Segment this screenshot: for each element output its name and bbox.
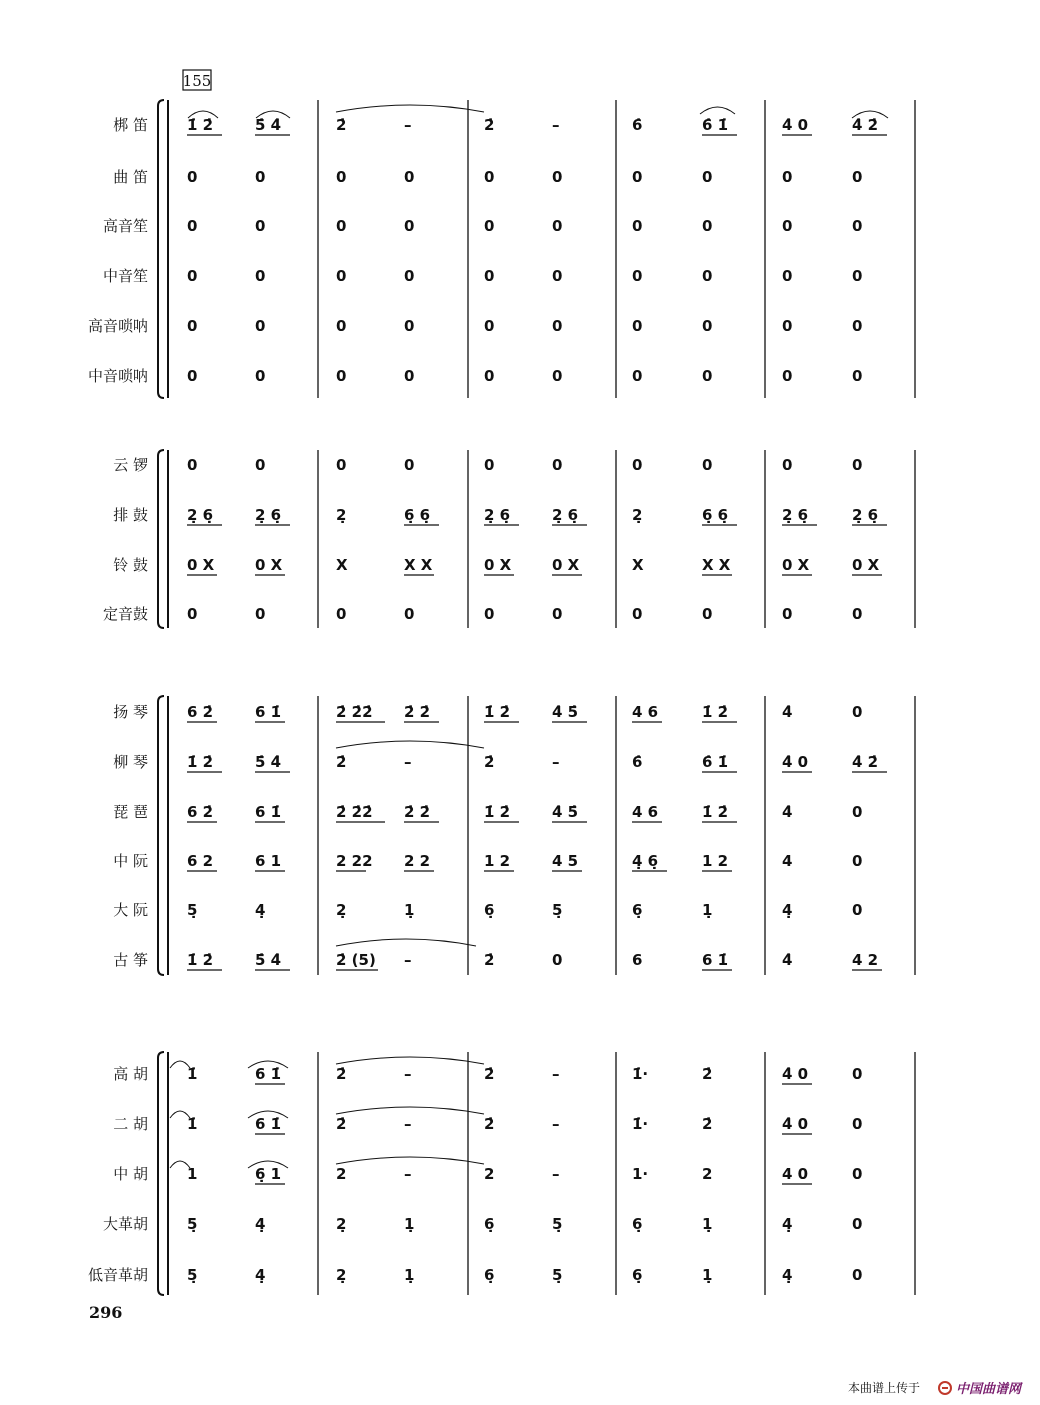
note: 4 6 <box>632 703 659 721</box>
note: 4̣ <box>782 1215 793 1233</box>
note: 2̇ 2̇ <box>404 803 431 821</box>
note: 2̇ <box>484 1115 495 1133</box>
note: X X <box>702 556 731 574</box>
note: – <box>404 1165 412 1183</box>
note: 0 <box>782 267 793 285</box>
note: 5̣ <box>552 901 563 919</box>
note: 0 <box>702 367 713 385</box>
note: 0 <box>404 267 415 285</box>
note: 6̣ <box>632 1215 643 1233</box>
note: 6 1̇ <box>255 1115 282 1133</box>
note: 2 22 <box>336 852 373 870</box>
note: 1̣ <box>404 1215 415 1233</box>
note: 6̣ <box>632 901 643 919</box>
note: 2̇ <box>702 1065 713 1083</box>
group-bracket <box>158 696 164 975</box>
instrument-name: 排 鼓 <box>113 506 148 524</box>
note: 1̇· <box>632 1065 649 1083</box>
note: 0 <box>484 367 495 385</box>
note: 6̣ 6̣ <box>702 506 729 524</box>
note: – <box>552 753 560 771</box>
note: 0 <box>632 168 643 186</box>
note: 0 <box>336 317 347 335</box>
note: 0 <box>404 217 415 235</box>
note: 0 <box>782 367 793 385</box>
note: X <box>632 556 644 574</box>
note: 0 <box>852 1165 863 1183</box>
instrument-name: 低音革胡 <box>87 1266 148 1284</box>
note: 4̇ 0 <box>782 1065 809 1083</box>
note: 6̣ <box>484 1266 495 1284</box>
note: 4̇ 0 <box>782 753 809 771</box>
note: 0 <box>187 605 198 623</box>
note: 1 2 <box>484 852 511 870</box>
slur <box>336 105 484 112</box>
note: 0 <box>782 605 793 623</box>
instrument-name: 定音鼓 <box>102 605 148 623</box>
note: 0 <box>552 317 563 335</box>
note: 4 5 <box>552 852 579 870</box>
note: 1· <box>632 1165 649 1183</box>
note: 6̣ <box>632 1266 643 1284</box>
note: 0 <box>552 267 563 285</box>
instrument-name: 中 阮 <box>113 852 148 870</box>
note: 0 X <box>187 556 215 574</box>
note: 0 <box>336 605 347 623</box>
note: 4̇ 5̇ <box>552 803 579 821</box>
note: 0 <box>852 267 863 285</box>
note: 2̇ <box>336 1065 347 1083</box>
note: 0 <box>255 317 266 335</box>
note: 0 X <box>552 556 580 574</box>
note: 0 <box>782 217 793 235</box>
note: 0 <box>702 217 713 235</box>
note: 6̣ <box>484 1215 495 1233</box>
note: 6̣ 1 <box>255 1165 282 1183</box>
note: – <box>404 116 412 134</box>
slur <box>700 107 735 114</box>
note: 2 2 <box>404 852 431 870</box>
note: 1̇ <box>187 1115 198 1133</box>
note: 2̇ <box>484 951 495 969</box>
note: 2̇ <box>336 116 347 134</box>
note: – <box>552 1115 560 1133</box>
note: 2̣ 6̣ <box>255 506 282 524</box>
instrument-name: 古 筝 <box>113 951 148 969</box>
note: 0 <box>632 605 643 623</box>
note: 0 <box>852 852 863 870</box>
note: 4̇ <box>782 951 793 969</box>
note: 0 <box>852 1266 863 1284</box>
note: 0 <box>404 456 415 474</box>
note: 0 <box>852 703 863 721</box>
instrument-name: 大 阮 <box>113 901 148 919</box>
note: 1̣ <box>404 1266 415 1284</box>
group-percussion <box>103 450 915 628</box>
note: 6̣ <box>484 901 495 919</box>
note: 0 X <box>852 556 880 574</box>
note: 5̇ 4̇ <box>255 116 282 134</box>
note: 4̣ <box>782 901 793 919</box>
note: 1̇ 2̇ <box>187 116 214 134</box>
note: 2 <box>484 1165 495 1183</box>
group-bracket <box>158 1052 164 1295</box>
note: 0 <box>852 803 863 821</box>
note: 0 <box>632 267 643 285</box>
note: 1̇ 2̇ <box>484 803 511 821</box>
note: 0 <box>852 1215 863 1233</box>
note: 0 <box>852 367 863 385</box>
note: 1̇ 2̇ <box>187 753 214 771</box>
rehearsal-mark: 155 <box>182 72 212 90</box>
ties-layer <box>170 105 888 1168</box>
slur <box>336 741 484 748</box>
note: 6 1̇ <box>255 803 282 821</box>
note: 6 1̇ <box>255 703 282 721</box>
note: 0 <box>702 605 713 623</box>
note: 4̣ 6̣ <box>632 852 659 870</box>
note: 0 X <box>484 556 512 574</box>
note: 0 <box>782 168 793 186</box>
instrument-name: 扬 琴 <box>113 703 148 721</box>
note: 4 6 <box>632 803 659 821</box>
note: 5̣ <box>187 1266 198 1284</box>
note: – <box>404 1065 412 1083</box>
note: 0 <box>552 217 563 235</box>
instrument-name: 梆 笛 <box>113 116 148 134</box>
note: 2̣ <box>336 1266 347 1284</box>
note: 1̇ <box>187 1065 198 1083</box>
note: 1̣ <box>404 901 415 919</box>
note: 2̇ 2̇2̇ <box>336 803 373 821</box>
note: 0 <box>484 267 495 285</box>
note: 2 <box>336 1165 347 1183</box>
note: – <box>404 1115 412 1133</box>
note: 5̣ <box>552 1266 563 1284</box>
note: 0 <box>336 367 347 385</box>
note: 2̣ 6̣ <box>484 506 511 524</box>
note: 0 <box>336 456 347 474</box>
note: 0 <box>702 456 713 474</box>
instrument-name: 云 锣 <box>113 456 148 474</box>
note: 4̣ <box>255 1215 266 1233</box>
note: 0 <box>852 168 863 186</box>
note: X <box>336 556 348 574</box>
group-bracket <box>158 450 164 628</box>
note: 0 <box>852 901 863 919</box>
note: 0 <box>782 456 793 474</box>
note: 4 <box>782 852 793 870</box>
note: 4̇ <box>782 703 793 721</box>
note: 0 <box>187 317 198 335</box>
note: 4̇ <box>782 803 793 821</box>
note: 2̣ 6̣ <box>782 506 809 524</box>
footer-upload-text: 本曲谱上传于 <box>848 1381 921 1395</box>
note: 6 2̇ <box>187 803 214 821</box>
note: 0 <box>255 168 266 186</box>
note: 6 2 <box>187 852 214 870</box>
note: 1̣ <box>702 1215 713 1233</box>
note: 6 1̇ <box>702 951 729 969</box>
group-bowed <box>88 1052 915 1295</box>
note: 2̇ (5) <box>336 951 376 969</box>
instrument-name: 高 胡 <box>113 1065 148 1083</box>
instrument-name: 柳 琴 <box>113 753 148 771</box>
footer-site-name[interactable]: 中国曲谱网 <box>956 1382 1022 1397</box>
note: X X <box>404 556 433 574</box>
note: 0 <box>552 951 563 969</box>
slur <box>336 1157 484 1164</box>
note: – <box>404 753 412 771</box>
note: 0 <box>852 317 863 335</box>
note: 2̇ 2̇2̇ <box>336 703 373 721</box>
note: 1 2 <box>702 852 729 870</box>
note: 1̣ <box>702 901 713 919</box>
note: 6̇ 1̇ <box>702 116 729 134</box>
note: 6̇ <box>632 753 643 771</box>
note: 4̇ 5̇ <box>552 703 579 721</box>
note: 2̇ <box>336 753 347 771</box>
note: 0 <box>404 317 415 335</box>
note: 0 <box>552 456 563 474</box>
note: 0 <box>484 168 495 186</box>
note: 0 <box>336 267 347 285</box>
note: 6 1 <box>255 852 282 870</box>
note: 0 <box>336 168 347 186</box>
group-plucked <box>113 696 915 975</box>
note: 2̇ <box>484 753 495 771</box>
note: 0 <box>852 605 863 623</box>
note: 0 <box>187 168 198 186</box>
note: 6̇ 1̇ <box>702 753 729 771</box>
note: 5̣ <box>552 1215 563 1233</box>
note: 4 0 <box>782 1165 809 1183</box>
instrument-name: 高音笙 <box>102 217 148 235</box>
note: 4̇ 2̇ <box>852 116 879 134</box>
page-number: 296 <box>89 1303 123 1322</box>
group-winds <box>88 100 915 398</box>
note: 1̇ 2̇ <box>187 951 214 969</box>
note: 0 <box>336 217 347 235</box>
note: 0 <box>632 317 643 335</box>
instrument-name: 二 胡 <box>113 1115 148 1133</box>
note: 5̣ <box>187 1215 198 1233</box>
note: 0 <box>852 456 863 474</box>
note: 2̇ <box>484 1065 495 1083</box>
note: 0 <box>782 317 793 335</box>
note: 0 <box>484 217 495 235</box>
note: 5̣ <box>187 901 198 919</box>
note: 0 <box>852 1065 863 1083</box>
instrument-name: 中音笙 <box>102 267 148 285</box>
note: 4̣ <box>255 1266 266 1284</box>
note: 2̇ <box>336 1115 347 1133</box>
note: 2̣ <box>632 506 643 524</box>
note: 2̇ <box>484 116 495 134</box>
note: 0 <box>404 168 415 186</box>
note: 4 2 <box>852 951 879 969</box>
note: 4̇ 0 <box>782 116 809 134</box>
note: – <box>552 116 560 134</box>
site-logo <box>939 1382 951 1394</box>
note: 0 <box>552 367 563 385</box>
instrument-name: 琵 琶 <box>113 803 148 821</box>
note: 4̣ <box>255 901 266 919</box>
note: 0 <box>187 456 198 474</box>
score-systems <box>88 100 915 1295</box>
slur <box>336 1057 484 1064</box>
note: 0 <box>187 367 198 385</box>
note: 2̣ <box>336 901 347 919</box>
note: – <box>552 1165 560 1183</box>
note: 0 <box>552 605 563 623</box>
note: 0 <box>404 605 415 623</box>
note: 1 <box>187 1165 198 1183</box>
instrument-name: 曲 笛 <box>113 168 148 186</box>
note: 0 <box>255 605 266 623</box>
note: 1̣ <box>702 1266 713 1284</box>
note: 6̇ <box>632 116 643 134</box>
note: 5̇ 4̇ <box>255 951 282 969</box>
instrument-name: 中音唢呐 <box>87 367 148 385</box>
note: 0 <box>632 367 643 385</box>
note: 2̇ <box>702 1115 713 1133</box>
note: 0 X <box>782 556 810 574</box>
note: 1̇· <box>632 1115 649 1133</box>
group-bracket <box>158 100 164 398</box>
note: 0 <box>404 367 415 385</box>
note: 4̣ <box>782 1266 793 1284</box>
note: 6 <box>632 951 643 969</box>
instrument-name: 铃 鼓 <box>113 556 148 574</box>
note: 0 <box>702 168 713 186</box>
note: 0 <box>255 217 266 235</box>
note: 0 <box>852 1115 863 1133</box>
instrument-name: 高音唢呐 <box>87 317 148 335</box>
note: – <box>404 951 412 969</box>
note: 2̣ <box>336 506 347 524</box>
note: 2̣ <box>336 1215 347 1233</box>
note: 0 <box>484 317 495 335</box>
note: 1̇ 2̇ <box>702 803 729 821</box>
note: 6̣ 6̣ <box>404 506 431 524</box>
slur <box>336 939 476 946</box>
slur <box>336 1107 484 1114</box>
note: 0 <box>255 267 266 285</box>
note: 2̣ 6̣ <box>852 506 879 524</box>
note: 2̇ 2̇ <box>404 703 431 721</box>
note: 1̇ 2̇ <box>484 703 511 721</box>
instrument-name: 中 胡 <box>113 1165 148 1183</box>
note: 1̇ 2̇ <box>702 703 729 721</box>
note: 0 <box>484 456 495 474</box>
note: – <box>552 1065 560 1083</box>
note: 0 <box>255 367 266 385</box>
note: 6 2̇ <box>187 703 214 721</box>
note: 0 <box>632 217 643 235</box>
note: 2̣ 6̣ <box>187 506 214 524</box>
note: 0 X <box>255 556 283 574</box>
note: 0 <box>255 456 266 474</box>
note: 0 <box>632 456 643 474</box>
instrument-name: 大革胡 <box>102 1215 148 1233</box>
note: 0 <box>852 217 863 235</box>
note: 0 <box>187 217 198 235</box>
note: 5̇ 4̇ <box>255 753 282 771</box>
note: 0 <box>702 317 713 335</box>
note: 4̇ 2̇ <box>852 753 879 771</box>
note: 0 <box>702 267 713 285</box>
note: 6 1̇ <box>255 1065 282 1083</box>
note: 0 <box>552 168 563 186</box>
note: 2 <box>702 1165 713 1183</box>
note: 0 <box>187 267 198 285</box>
note: 4̇ 0 <box>782 1115 809 1133</box>
note: 2̣ 6̣ <box>552 506 579 524</box>
note: 0 <box>484 605 495 623</box>
